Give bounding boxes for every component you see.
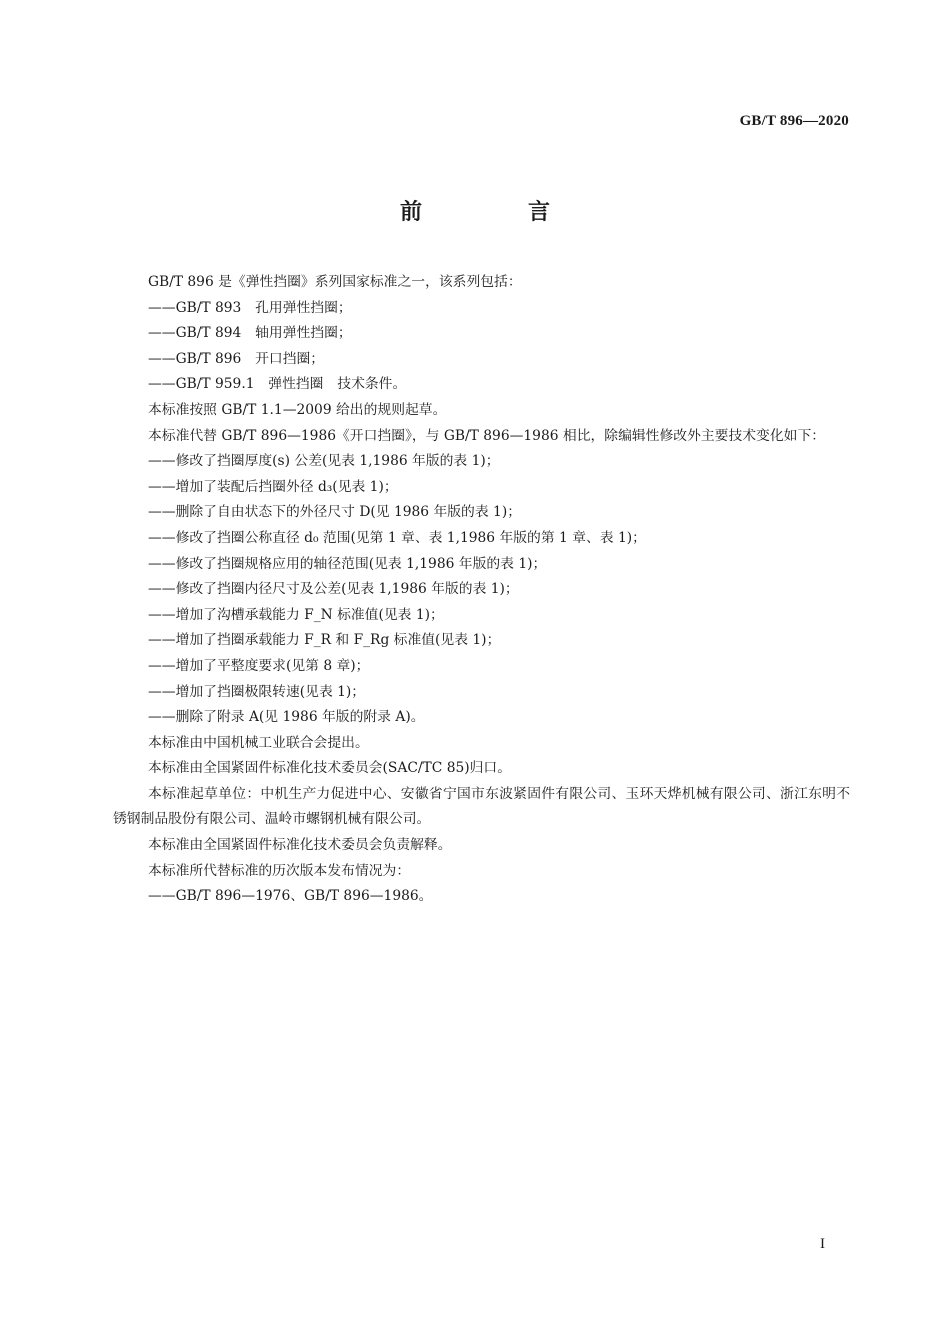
list-item: ——修改了挡圈规格应用的轴径范围(见表 1,1986 年版的表 1)； xyxy=(148,555,547,572)
paragraph: 本标准由中国机械工业联合会提出。 xyxy=(148,734,369,751)
foreword-body xyxy=(113,270,850,910)
list-item: ——增加了挡圈极限转速(见表 1)； xyxy=(148,683,366,700)
list-item: ——GB/T 893 孔用弹性挡圈； xyxy=(148,299,352,316)
list-item: ——GB/T 896—1976、GB/T 896—1986。 xyxy=(148,888,433,905)
paragraph: 本标准由全国紧固件标准化技术委员会(SAC/TC 85)归口。 xyxy=(148,760,512,777)
paragraph: 本标准起草单位：中机生产力促进中心、安徽省宁国市东波紧固件有限公司、玉环天烨机械有限公司、浙江东明不锈钢制品股份有限公司、温岭市螺钢机械有限公司。 xyxy=(113,785,850,828)
list-item: ——修改了挡圈厚度(s) 公差(见表 1,1986 年版的表 1)； xyxy=(148,453,500,470)
paragraph: GB/T 896 是《弹性挡圈》系列国家标准之一，该系列包括： xyxy=(148,274,522,290)
list-item: ——增加了挡圈承载能力 F_R 和 F_Rg 标准值(见表 1)； xyxy=(148,632,501,649)
list-item: ——增加了沟槽承载能力 F_N 标准值(见表 1)； xyxy=(148,606,444,623)
page-number: I xyxy=(820,1236,825,1252)
standard-number: GB/T 896—2020 xyxy=(739,113,849,129)
list-item: ——GB/T 896 开口挡圈； xyxy=(148,350,325,367)
list-item: ——增加了装配后挡圈外径 d₃(见表 1)； xyxy=(148,478,398,495)
list-item: ——GB/T 959.1 弹性挡圈 技术条件。 xyxy=(148,376,407,393)
list-item: ——删除了附录 A(见 1986 年版的附录 A)。 xyxy=(148,709,425,726)
paragraph: 本标准代替 GB/T 896—1986《开口挡圈》，与 GB/T 896—1986 相比，除编辑性修改外主要技术变化如下： xyxy=(148,427,826,444)
list-item: ——修改了挡圈内径尺寸及公差(见表 1,1986 年版的表 1)； xyxy=(148,581,519,598)
list-item: ——修改了挡圈公称直径 d₀ 范围(见第 1 章、表 1,1986 年版的第 1 章、表 1)； xyxy=(148,529,646,546)
list-item: ——删除了自由状态下的外径尺寸 D(见 1986 年版的表 1)； xyxy=(148,504,521,521)
paragraph: 本标准按照 GB/T 1.1—2009 给出的规则起草。 xyxy=(148,401,447,418)
paragraph: 本标准由全国紧固件标准化技术委员会负责解释。 xyxy=(148,837,452,854)
page-title: 前 言 xyxy=(399,200,592,225)
list-item: ——GB/T 894 轴用弹性挡圈； xyxy=(148,325,352,342)
list-item: ——增加了平整度要求(见第 8 章)； xyxy=(148,657,370,674)
paragraph: 本标准所代替标准的历次版本发布情况为： xyxy=(148,862,411,879)
